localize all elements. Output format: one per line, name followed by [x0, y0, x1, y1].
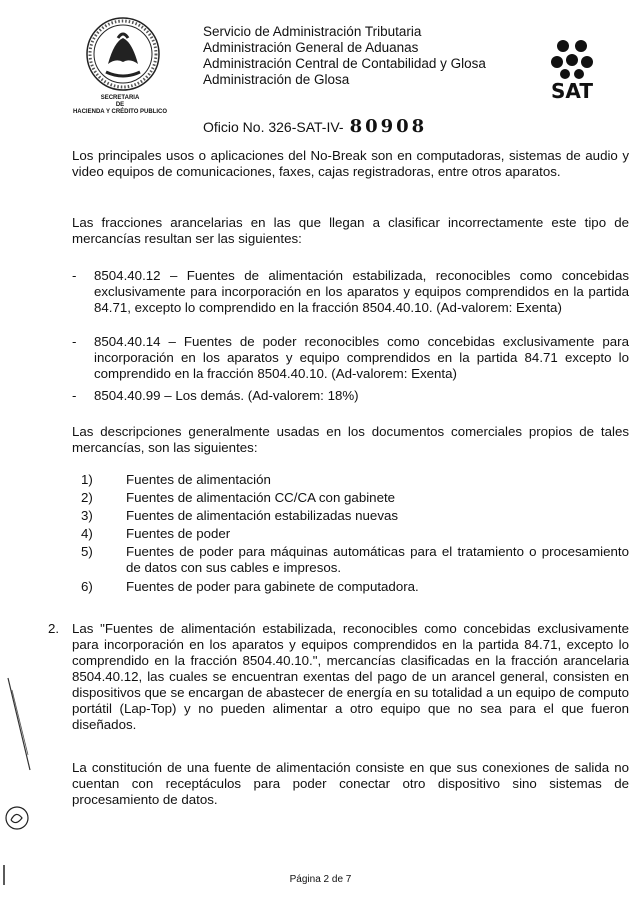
secretaria-line: SECRETARIA — [100, 95, 140, 101]
fraccion-bullet: - — [72, 388, 77, 403]
descripciones-intro: Las descripciones generalmente usadas en los documentos comerciales propios de tales mercancías, son las siguientes: — [72, 424, 629, 455]
page-footer: Página 2 de 7 — [289, 874, 352, 885]
header-line: Servicio de Administración Tributaria — [203, 24, 422, 39]
point-number: 2. — [48, 621, 60, 636]
intro-paragraph: Los principales usos o aplicaciones del No-Break son en computadoras, sistemas de audio y video equipos de comunicaciones, faxes, cajas registradoras, entre otros aparatos. — [72, 148, 629, 179]
descripcion-number: 2) — [81, 490, 93, 505]
header-line: Administración de Glosa — [203, 72, 350, 87]
constitucion-paragraph: La constitución de una fuente de alimentación consiste en que sus conexiones de salida no cuentan con receptáculos para poder conectar otro dispositivo sino sistemas de procesamiento de datos. — [72, 760, 629, 807]
descripcion-item: Fuentes de poder para máquinas automáticas para el tratamiento o procesamiento de datos con sus cables e impresos. — [126, 544, 629, 575]
sat-logo-text: SAT — [551, 79, 593, 100]
margin-initials-icon — [0, 660, 40, 897]
header-institution-lines — [203, 24, 486, 88]
point2-paragraph: Las "Fuentes de alimentación estabilizada, reconocibles como concebidas exclusivamente para incorporación en los aparatos y equipos comprendidos en la partida 84.71, excepto lo comprendido en la fracción 8504.40.10.", mercancías clasificadas en la fracción arancelaria 8504.40.12, las cuales se encuentran exentas del pago de un arancel general, consisten en dispositivos que se encargan de abastecer de energía en su totalidad a un equipo de computo portátil (Lap-Top) y no pueden alimentar a otro equipo que no sea para el que fueron diseñados. — [72, 621, 629, 732]
header-line: Administración Central de Contabilidad y Glosa — [203, 56, 486, 71]
fracciones-intro: Las fracciones arancelarias en las que llegan a clasificar incorrectamente este tipo de mercancías resultan ser las siguientes: — [72, 215, 629, 246]
secretaria-label — [50, 95, 190, 116]
fraccion-item: 8504.40.14 – Fuentes de poder reconocibles como concebidas exclusivamente para incorporación en los aparatos y equipo comprendidos en la partida 84.71 excepto lo comprendido en la fracción 8504.40.10. (Ad-valorem: Exenta) — [94, 334, 629, 381]
descripcion-item: Fuentes de alimentación — [126, 472, 271, 487]
fraccion-item: 8504.40.99 – Los demás. (Ad-valorem: 18%) — [94, 388, 359, 403]
secretaria-line: DE — [115, 102, 125, 108]
sat-logo-icon — [535, 36, 609, 100]
fraccion-item: 8504.40.12 – Fuentes de alimentación estabilizada, reconocibles como concebidas exclusivamente para incorporación en los aparatos y equipos comprendidos en la partida 84.71, excepto lo comprendido en la fracción 8504.40.10. (Ad-valorem: Exenta) — [94, 268, 629, 315]
header-line: Administración General de Aduanas — [203, 40, 419, 55]
descripcion-number: 3) — [81, 508, 93, 523]
descripcion-item: Fuentes de poder para gabinete de computadora. — [126, 579, 419, 594]
descripcion-number: 4) — [81, 526, 93, 541]
fraccion-bullet: - — [72, 334, 77, 349]
descripcion-item: Fuentes de alimentación CC/CA con gabinete — [126, 490, 396, 505]
descripcion-number: 5) — [81, 544, 93, 559]
descripcion-number: 6) — [81, 579, 93, 594]
fraccion-bullet: - — [72, 268, 77, 283]
oficio-label: Oficio No. 326-SAT-IV- — [203, 119, 344, 135]
secretaria-line: HACIENDA Y CRÉDITO PUBLICO — [72, 109, 168, 115]
oficio-number: 80908 — [349, 116, 428, 137]
oficio-line — [203, 116, 427, 137]
descripcion-item: Fuentes de alimentación estabilizadas nuevas — [126, 508, 399, 523]
descripcion-number: 1) — [81, 472, 93, 487]
descripcion-item: Fuentes de poder — [126, 526, 231, 541]
mexico-seal-icon — [78, 14, 168, 94]
